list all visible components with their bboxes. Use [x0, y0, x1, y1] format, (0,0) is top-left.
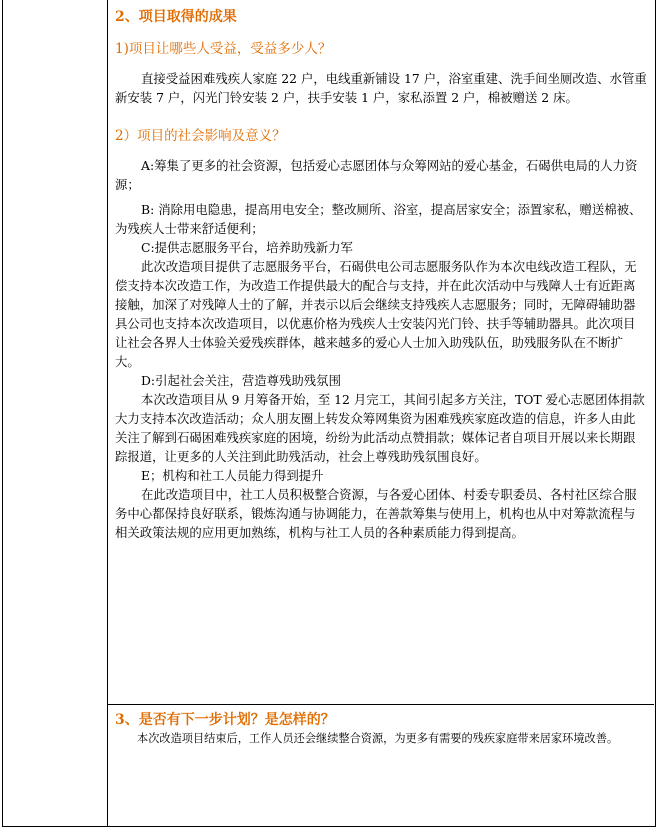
section-title-next-plan: 3、是否有下一步计划？是怎样的？	[115, 712, 335, 728]
impact-item-a: A:筹集了更多的社会资源，包括爱心志愿团体与众筹网站的爱心基金，石碣供电局的人力资源；	[115, 158, 638, 192]
column-divider	[107, 0, 108, 826]
section-next-plan	[115, 710, 647, 747]
impact-item-e-title: E；机构和社工人员能力得到提升	[141, 468, 324, 483]
question-social-impact: 2）项目的社会影响及意义？	[115, 128, 286, 144]
impact-item-c-title: C:提供志愿服务平台，培养助残新力军	[141, 240, 353, 255]
impact-item-d-body: 本次改造项目从 9 月筹备开始，至 12 月完工，其间引起多方关注，TOT 爱心志愿团体捐款大力支持本次改造活动；众人朋友圈上转发众筹网集资为困难残疾家庭改造的信息，许多人由此关注了解到石碣困难残疾家庭的困境，纷纷为此活动点赞捐款；媒体记者自项目开展以来长期跟踪报道，让更多的人关注到此助残活动，社会上尊残助残氛围良好。	[115, 392, 645, 464]
impact-item-c-body: 此次改造项目提供了志愿服务平台，石碣供电公司志愿服务队作为本次电线改造工程队，无偿支持本次改造工作，为改造工作提供最大的配合与支持，并在此次活动中与残障人士有近距离接触，加深了对残障人士的了解，并表示以后会继续支持残疾人志愿服务；同时，无障碍辅助器具公司也支持本次改造项目，以优惠价格为残疾人士安装闪光门铃、扶手等辅助器具。此次项目让社会各界人士体验关爱残疾群体，越来越多的爱心人士加入助残队伍，助残服务队在不断扩大。	[115, 259, 637, 369]
impact-item-d-title: D:引起社会关注，营造尊残助残氛围	[141, 373, 341, 388]
impact-item-b: B: 消除用电隐患，提高用电安全；整改厕所、浴室，提高居家安全；添置家私，赠送棉被、为残疾人士带来舒适便利；	[115, 202, 642, 236]
question-beneficiaries: 1)项目让哪些人受益，受益多少人？	[115, 41, 332, 57]
beneficiaries-body: 直接受益困难残疾人家庭 22 户，电线重新铺设 17 户，浴室重建、洗手间坐厕改造、水管重新安装 7 户，闪光门铃安装 2 户，扶手安装 1 户，家私添置 2 户，棉被赠送 2 床。	[115, 71, 647, 105]
row-divider	[108, 704, 654, 705]
section-title-results: 2、项目取得的成果	[115, 9, 237, 25]
impact-item-e-body: 在此改造项目中，社工人员积极整合资源，与各爱心团体、村委专职委员、各村社区综合服务中心都保持良好联系，锻炼沟通与协调能力，在善款筹集与使用上，机构也从中对筹款流程与相关政策法规的应用更加熟练，机构与社工人员的各种素质能力得到提高。	[115, 487, 637, 540]
section-results	[115, 7, 647, 542]
next-plan-body: 本次改造项目结束后，工作人员还会继续整合资源，为更多有需要的残疾家庭带来居家环境改善。	[137, 732, 619, 745]
